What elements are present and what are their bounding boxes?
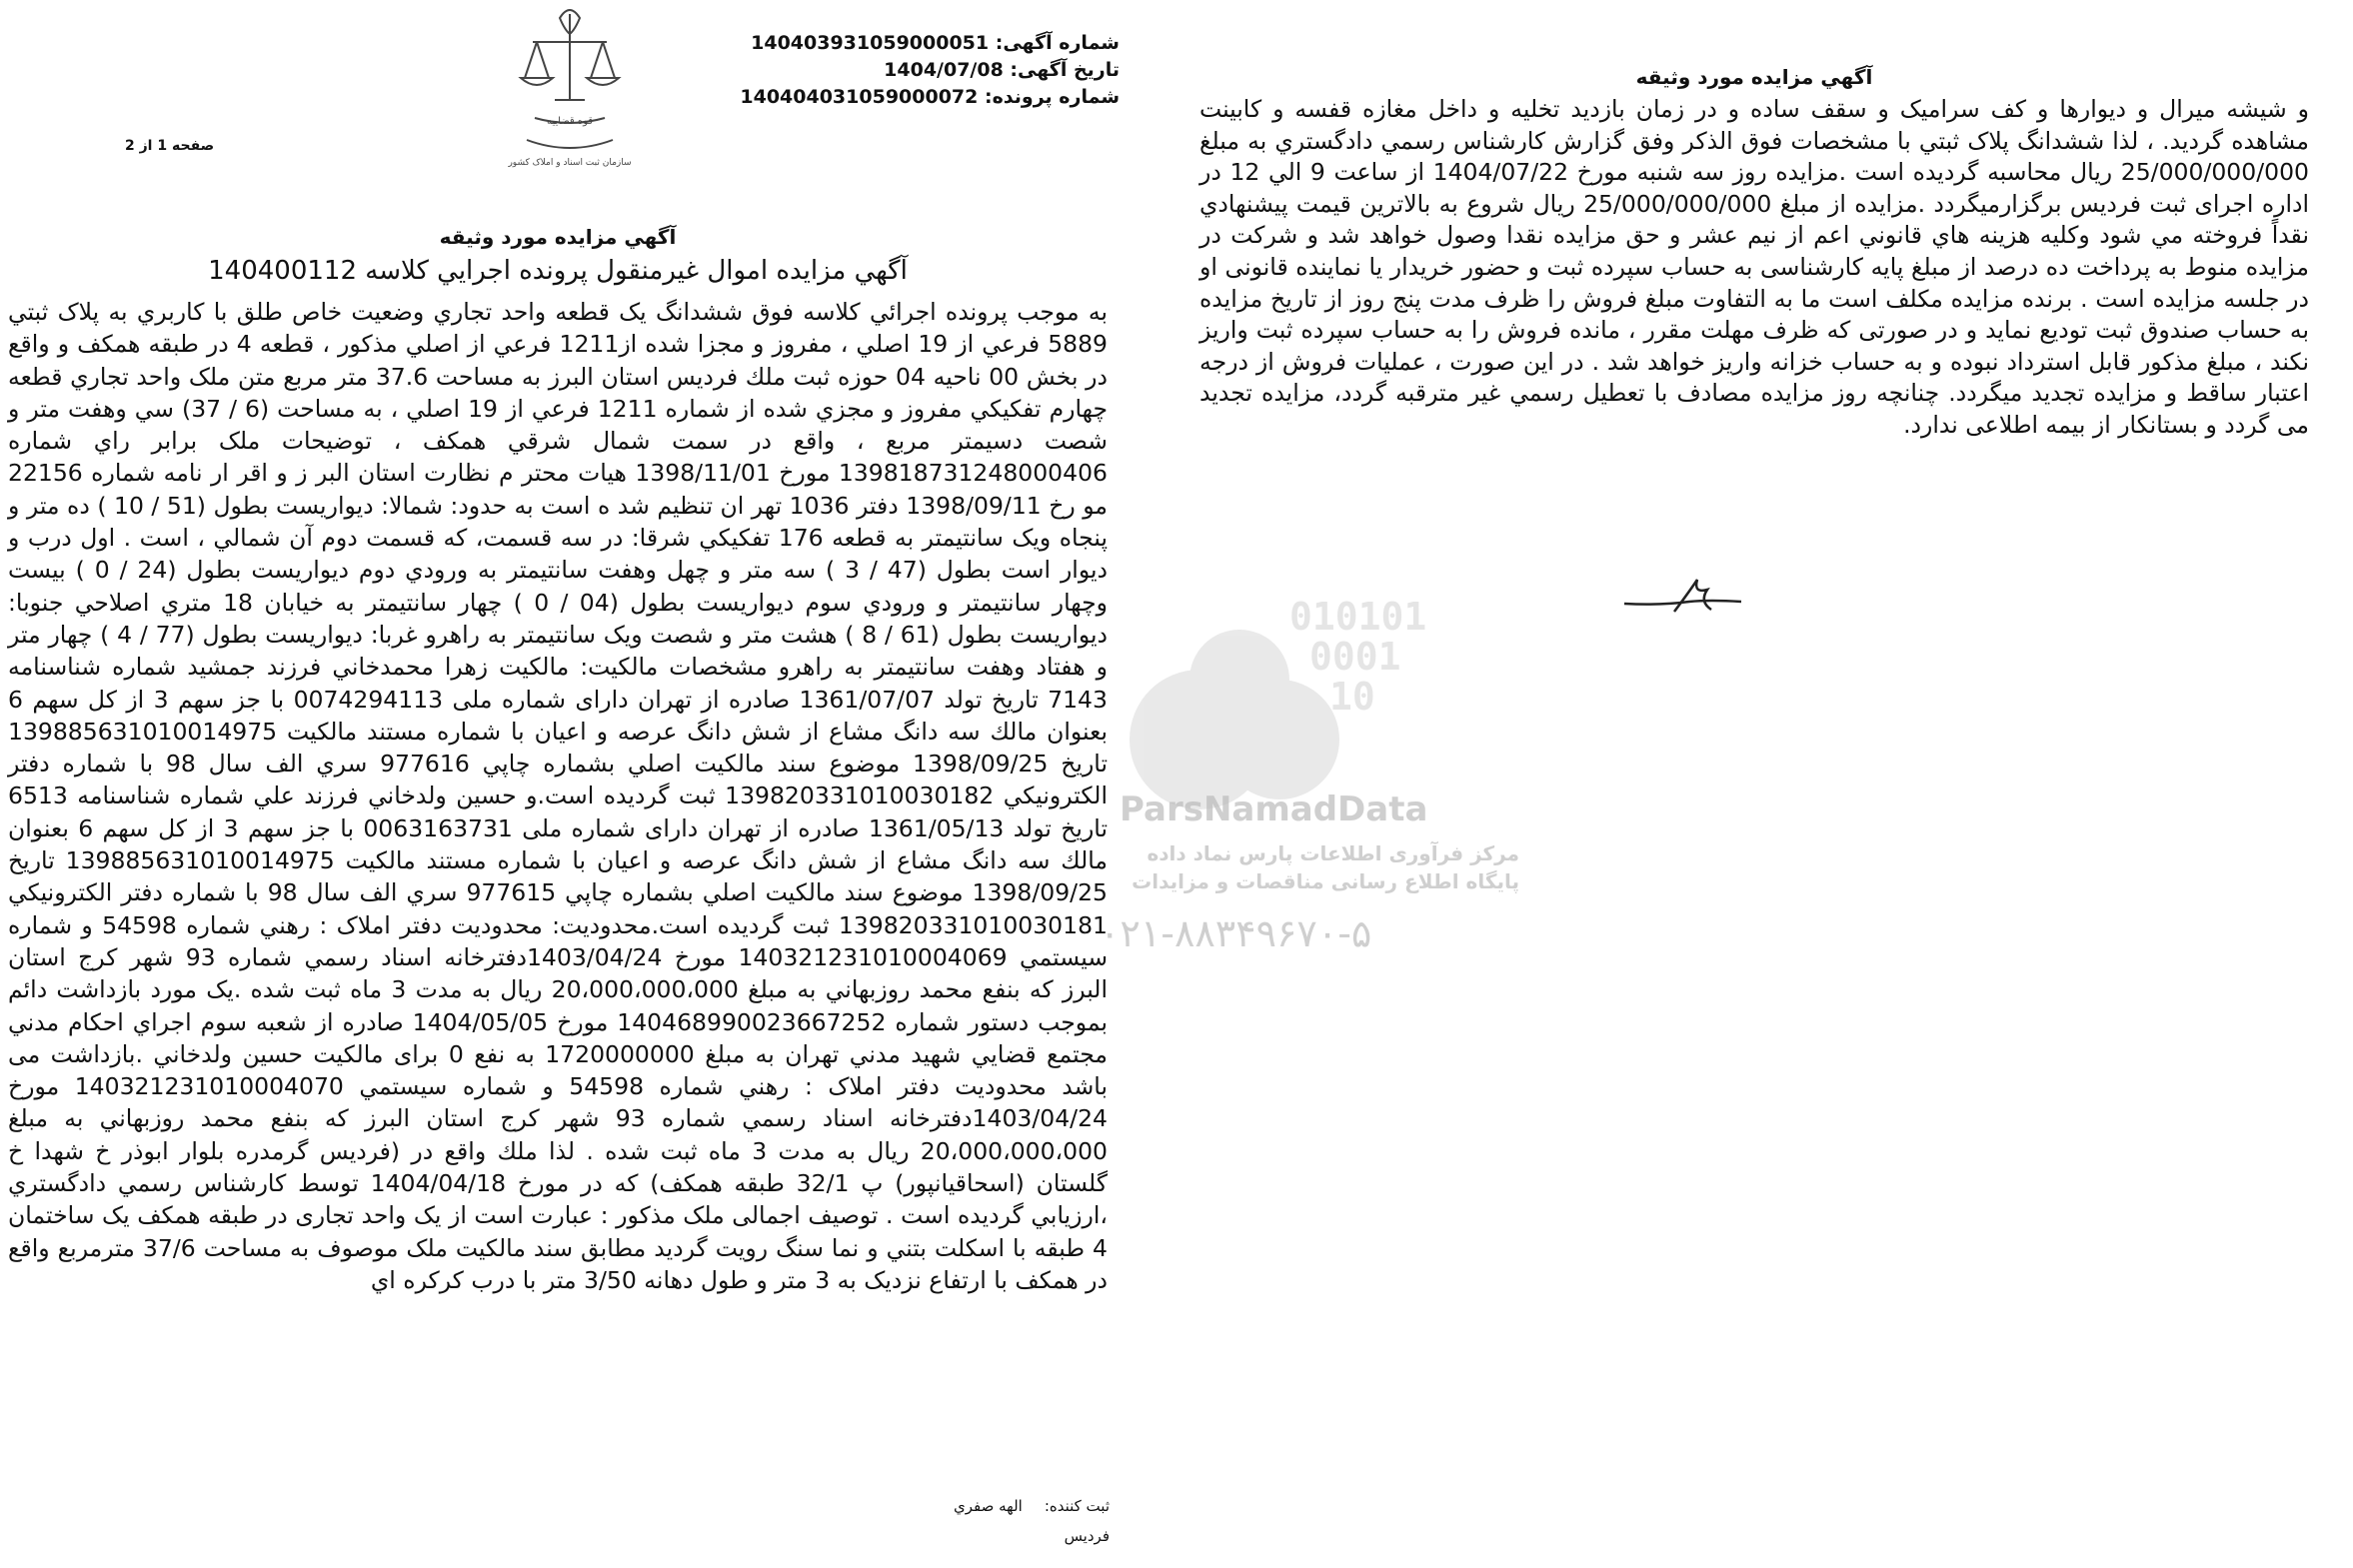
left-column (8, 222, 1108, 1296)
judiciary-emblem-icon (505, 0, 635, 180)
svg-text:سازمان ثبت اسناد و املاک کشور: سازمان ثبت اسناد و املاک کشور (508, 158, 632, 168)
signature-icon (1619, 572, 1749, 622)
notice-date-row: تاریخ آگهی: 1404/07/08 (884, 59, 1120, 81)
case-number-row: شماره پرونده: 140404031059000072 (740, 86, 1120, 108)
svg-text:0001: 0001 (1309, 635, 1401, 679)
left-body: به موجب پرونده اجرائي كلاسه فوق ششدانگ يک قطعه واحد تجاري وضعيت خاص طلق با كاربري به پلاک ثبتي 5889 فرعي از 19 اصلي ، مفروز و مجزا شده از1211 فرعي از اصلي مذكور ، قطعه 4 در طبقه همكف و واقع در بخش 00 ناحيه 04 حوزه ثبت ملك فرديس استان البرز به مساحت 37.6 متر مربع متن ملک واحد تجاري قطعه چهارم تفكيكي مفروز و مجزي شده از شماره 1211 فرعي از 19 اصلي ، به مساحت (6 / 37) سي وهفت متر و شصت دسيمتر مربع ، واقع در سمت شمال شرقي همكف ، توضيحات ملک برابر راي شماره 139818731248000406 مورخ 1398/11/01 هيات محتر م نظارت استان البر ز و اقر ار نامه شماره 22156 مو رخ 1398/09/11 دفتر 1036 تهر ان تنظيم شد ه است به حدود: شمالا: ديواريست بطول (51 / 10 ) ده متر و پنجاه ويک سانتيمتر به قطعه 176 تفكيكي شرقا: در سه قسمت، كه قسمت دوم آن شمالي ، است . اول درب و ديوار است بطول (47 / 3 ) سه متر و چهل وهفت سانتيمتر به ورودي دوم ديواريست بطول (24 / 0 ) بيست وچهار سانتيمتر و ورودي سوم ديواريست بطول (04 / 0 ) چهار سانتيمتر به خيابان 18 متري اصلاحي جنوبا: ديواريست بطول (61 / 8 ) هشت متر و شصت ويک سانتيمتر به راهرو غربا: ديواريست بطول (77 / 4 ) چهار متر و هفتاد وهفت سانتيمتر به راهرو مشخصات مالكيت: مالكيت زهرا محمدخاني فرزند جمشيد شماره شناسنامه 7143 تاريخ تولد 1361/07/07 صادره از تهران داراى شماره ملى 0074294113 با جز سهم 3 از كل سهم 6 بعنوان مالك سه دانگ مشاع از شش دانگ عرصه و اعيان با شماره مستند مالكيت 139885631010014975 تاريخ 1398/09/25 موضوع سند مالكيت اصلي بشماره چاپي 977616 سري الف سال 98 با شماره دفتر الكترونيكي 139820331010030182 ثبت گرديده است.و حسين ولدخاني فرزند علي شماره شناسنامه 6513 تاريخ تولد 1361/05/13 صادره از تهران داراى شماره ملى 0063163731 با جز سهم 3 از كل سهم 6 بعنوان مالك سه دانگ مشاع از شش دانگ عرصه و اعيان با شماره مستند مالكيت 139885631010014975 تاريخ 1398/09/25 موضوع سند مالكيت اصلي بشماره چاپي 977615 سري الف سال 98 با شماره دفتر الكترونيكي 139820331010030181 ثبت گرديده است.محدوديت: محدوديت دفتر املاک : رهني شماره 54598 و شماره سيستمي 140321231010004069 مورخ 1403/04/24دفترخانه اسناد رسمي شماره 93 شهر كرج استان البرز كه بنفع محمد روزبهاني به مبلغ 20،000،000،000 ريال به مدت 3 ماه ثبت شده .يک مورد بازداشت دائم بموجب دستور شماره 140468990023667252 مورخ 1404/05/05 صادره از شعبه سوم اجراي احكام مدني مجتمع قضايي شهيد مدني تهران به مبلغ 1720000000 به نفع 0 براى مالكيت حسين ولدخاني .بازداشت مى باشد محدوديت دفتر املاک : رهني شماره 54598 و شماره سيستمي 140321231010004070 مورخ 1403/04/24دفترخانه اسناد رسمي شماره 93 شهر كرج استان البرز كه بنفع محمد روزبهاني به مبلغ 20،000،000،000 ريال به مدت 3 ماه ثبت شده . لذا ملك واقع در (فرديس گرمدره بلوار ابوذر خ شهدا خ گلستان (اسحاقيانپور) پ 32/1 طبقه همكف) كه در مورخ 1404/04/18 توسط كارشناس رسمي دادگستري ،ارزيابي گرديده است . توصيف اجمالى ملک مذكور : عبارت است از يک واحد تجارى در طبقه همكف يک ساختمان 4 طبقه با اسكلت بتني و نما سنگ رويت گرديد مطابق سند مالكيت ملک موصوف به مساحت 37/6 مترمربع واقع در همكف با ارتفاع نزديک به 3 متر و طول دهانه 3/50 متر با درب كركره اي (8, 298, 1109, 1294)
svg-text:010101: 010101 (1289, 595, 1427, 639)
notice-meta (700, 30, 1120, 111)
right-column (1199, 62, 2309, 442)
notice-number-row: شماره آگهی: 140403931059000051 (751, 32, 1120, 54)
page-number: صفحه 1 از 2 (125, 138, 215, 154)
office-name: فرديس (1064, 1527, 1110, 1545)
left-heading: آگهي مزايده مورد وثيقه (439, 225, 677, 249)
watermark-brand: ParsNamadData (1120, 789, 1428, 829)
watermark-caption: مرکز فرآوری اطلاعات پارس نماد داده پایگاه اطلاع رسانی مناقصات و مزایدات (1132, 841, 1519, 893)
watermark-phone: ۰۲۱-۸۸۳۴۹۶۷۰-۵ (1100, 911, 1372, 955)
left-subheading: آگهي مزايده اموال غيرمنقول پرونده اجرايي كلاسه 140400112 (208, 256, 908, 286)
right-heading: آگهي مزايده مورد وثيقه (1635, 65, 1873, 89)
svg-text:10: 10 (1329, 675, 1375, 719)
right-body: و شيشه ميرال و ديوارها و كف سراميک و سقف ساده و در زمان بازديد تخليه و داخل مغازه قفسه و كابينت مشاهده گرديد. ، لذا ششدانگ پلاک ثبتي با مشخصات فوق الذكر وفق گزارش كارشناس رسمي دادگستري به مبلغ 25/000/000/000 ريال محاسبه گرديده است .مزايده روز سه شنبه مورخ 1404/07/22 از ساعت 9 الي 12 در اداره اجراى ثبت فرديس برگزارميگردد .مزايده از مبلغ 25/000/000/000 ريال شروع به بالاترين قيمت پيشنهادي نقداً فروخته مي شود وكليه هزينه هاي قانوني اعم از نيم عشر و حق مزايده نقدا وصول خواهد شد و شركت در مزايده منوط به پرداخت ده درصد از مبلغ پايه كارشناسى به حساب سپرده ثبت و حضور خريدار يا نماينده قانونى او در جلسه مزايده است . برنده مزايده مكلف است ما به التفاوت مبلغ فروش را ظرف مدت پنج روز از تاريخ مزايده به حساب صندوق ثبت توديع نمايد و در صورتى كه ظرف مهلت مقرر ، مانده فروش را به حساب سپرده ثبت واريز نكند ، مبلغ مذكور قابل استرداد نبوده و به حساب خزانه واريز خواهد شد . در اين صورت ، عمليات فروش از درجه اعتبار ساقط و مزايده تجديد ميگردد. چنانچه روز مزايده مصادف با تعطيل رسمي غير مترقبه گردد، مزايده تجديد مى گردد و بستانكار از بيمه اطلاعى ندارد. (1199, 95, 2309, 439)
footer (850, 1491, 1110, 1551)
registrar-row: ثبت کننده:الهه صفري (954, 1497, 1110, 1515)
svg-text:قوه قضاییه: قوه قضاییه (546, 116, 594, 127)
